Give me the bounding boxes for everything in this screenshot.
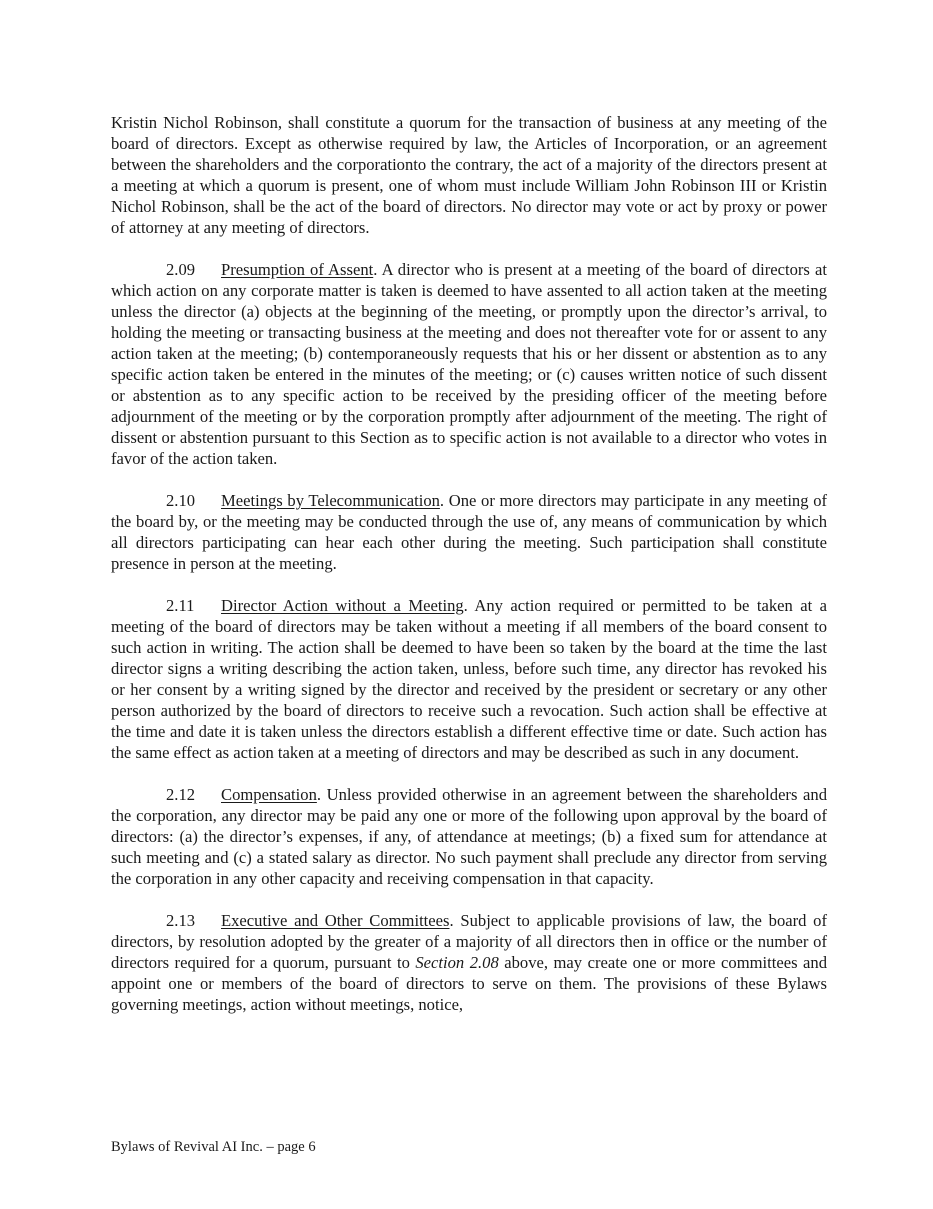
section-text: Unless provided otherwise in an agreement between the shareholders and the corporation, any director may be paid any one or more of the following upon approval by the board of directors: (a) the director’s expenses, if any, of attendance at meetings; (b) a fixed sum for attendance at such meeting and (c) a stated salary as director. No such payment shall preclude any director from serving the corporation in any other capacity and receiving compensation in that capacity. <box>111 785 828 888</box>
section-number: 2.13 <box>166 911 196 930</box>
section-title: Presumption of Assent <box>221 260 374 279</box>
section-text-continued: above, may create one or more committees and appoint one or members of the board of directors to serve on them. The provisions of these Bylaws governing meetings, action without meetings, notice, <box>111 953 827 1014</box>
section-title: Compensation <box>221 785 317 804</box>
document-body <box>111 112 827 1036</box>
section-2-12: 2.12 Compensation. Unless provided otherwise in an agreement between the shareholders and the corporation, any director may be paid any one or more of the following upon approval by the board of directors: (a) the director’s expenses, if any, of attendance at meetings; (b) a fixed sum for attendance at such meeting and (c) a stated salary as director. No such payment shall preclude any director from serving the corporation in any other capacity and receiving compensation in that capacity. <box>111 785 828 888</box>
section-2-10: 2.10 Meetings by Telecommunication. One or more directors may participate in any meeting of the board by, or the meeting may be conducted through the use of, any means of communication by which all directors participating can hear each other during the meeting. Such participation shall constitute presence in person at the meeting. <box>111 491 828 573</box>
page-footer: Bylaws of Revival AI Inc. – page 6 <box>111 1139 316 1155</box>
section-number: 2.11 <box>166 596 195 615</box>
section-2-09: 2.09 Presumption of Assent. A director who is present at a meeting of the board of directors at which action on any corporate matter is taken is deemed to have assented to all action taken at the meeting unless the director (a) objects at the beginning of the meeting, or promptly upon the director’s arrival, to holding the meeting or transacting business at the meeting and does not thereafter vote for or assent to any action taken at the meeting; (b) contemporaneously requests that his or her dissent or abstention as to any specific action taken be entered in the minutes of the meeting; or (c) causes written notice of such dissent or abstention as to any specific action to be received by the presiding officer of the meeting before adjournment of the meeting or by the corporation promptly after adjournment of the meeting. The right of dissent or abstention pursuant to this Section as to specific action is not available to a director who votes in favor of the action taken. <box>111 260 827 468</box>
section-reference: Section 2.08 <box>415 953 499 972</box>
section-number: 2.09 <box>166 260 196 279</box>
section-title: Executive and Other Committees <box>221 911 450 930</box>
section-2-11: 2.11 Director Action without a Meeting. Any action required or permitted to be taken at a meeting of the board of directors may be taken without a meeting if all members of the board consent to such action in writing. The action shall be deemed to have been so taken by the board at the time the last director signs a writing describing the action taken, unless, before such time, any director has revoked his or her consent by a writing signed by the director and received by the president or secretary or any other person authorized by the board of directors to receive such a revocation. Such action shall be effective at the time and date it is taken unless the directors establish a different effective time or date. Such action has the same effect as action taken at a meeting of directors and may be described as such in any document. <box>111 596 827 762</box>
section-text: One or more directors may participate in any meeting of the board by, or the meeting may be conducted through the use of, any means of communication by which all directors participating can hear each other during the meeting. Such participation shall constitute presence in person at the meeting. <box>111 491 828 573</box>
paragraph-continuation: Kristin Nichol Robinson, shall constitute a quorum for the transaction of business at any meeting of the board of directors. Except as otherwise required by law, the Articles of Incorporation, or an agreement between the shareholders and the corporationto the contrary, the act of a majority of the directors present at a meeting at which a quorum is present, one of whom must include William John Robinson III or Kristin Nichol Robinson, shall be the act of the board of directors. No director may vote or act by proxy or power of attorney at any meeting of directors. <box>111 113 827 237</box>
section-title: Meetings by Telecommunication <box>221 491 440 510</box>
section-title: Director Action without a Meeting <box>221 596 464 615</box>
section-2-13: 2.13 Executive and Other Committees. Subject to applicable provisions of law, the board of directors, by resolution adopted by the greater of a majority of all directors then in office or the number of directors required for a quorum, pursuant to Section 2.08 above, may create one or more committees and appoint one or members of the board of directors to serve on them. The provisions of these Bylaws governing meetings, action without meetings, notice, <box>111 911 827 1014</box>
section-text: A director who is present at a meeting of the board of directors at which action on any corporate matter is taken is deemed to have assented to all action taken at the meeting unless the director (a) objects at the beginning of the meeting, or promptly upon the director’s arrival, to holding the meeting or transacting business at the meeting and does not thereafter vote for or assent to any action taken at the meeting; (b) contemporaneously requests that his or her dissent or abstention as to any specific action taken be entered in the minutes of the meeting; or (c) causes written notice of such dissent or abstention as to any specific action to be received by the presiding officer of the meeting before adjournment of the meeting or by the corporation promptly after adjournment of the meeting. The right of dissent or abstention pursuant to this Section as to specific action is not available to a director who votes in favor of the action taken. <box>111 260 827 468</box>
section-text: Any action required or permitted to be taken at a meeting of the board of directors may be taken without a meeting if all members of the board consent to such action in writing. The action shall be deemed to have been so taken by the board at the time the last director signs a writing describing the action taken, unless, before such time, any director has revoked his or her consent by a writing signed by the director and received by the president or secretary or any other person authorized by the board of directors to receive such a revocation. Such action shall be effective at the time and date it is taken unless the directors establish a different effective time or date. Such action has the same effect as action taken at a meeting of directors and may be described as such in any document. <box>111 596 827 762</box>
section-number: 2.12 <box>166 785 196 804</box>
section-number: 2.10 <box>166 491 196 510</box>
section-text: Subject to applicable provisions of law, the board of directors, by resolution adopted by the greater of a majority of all directors then in office or the number of directors required for a quorum, pursuant to <box>111 911 827 972</box>
